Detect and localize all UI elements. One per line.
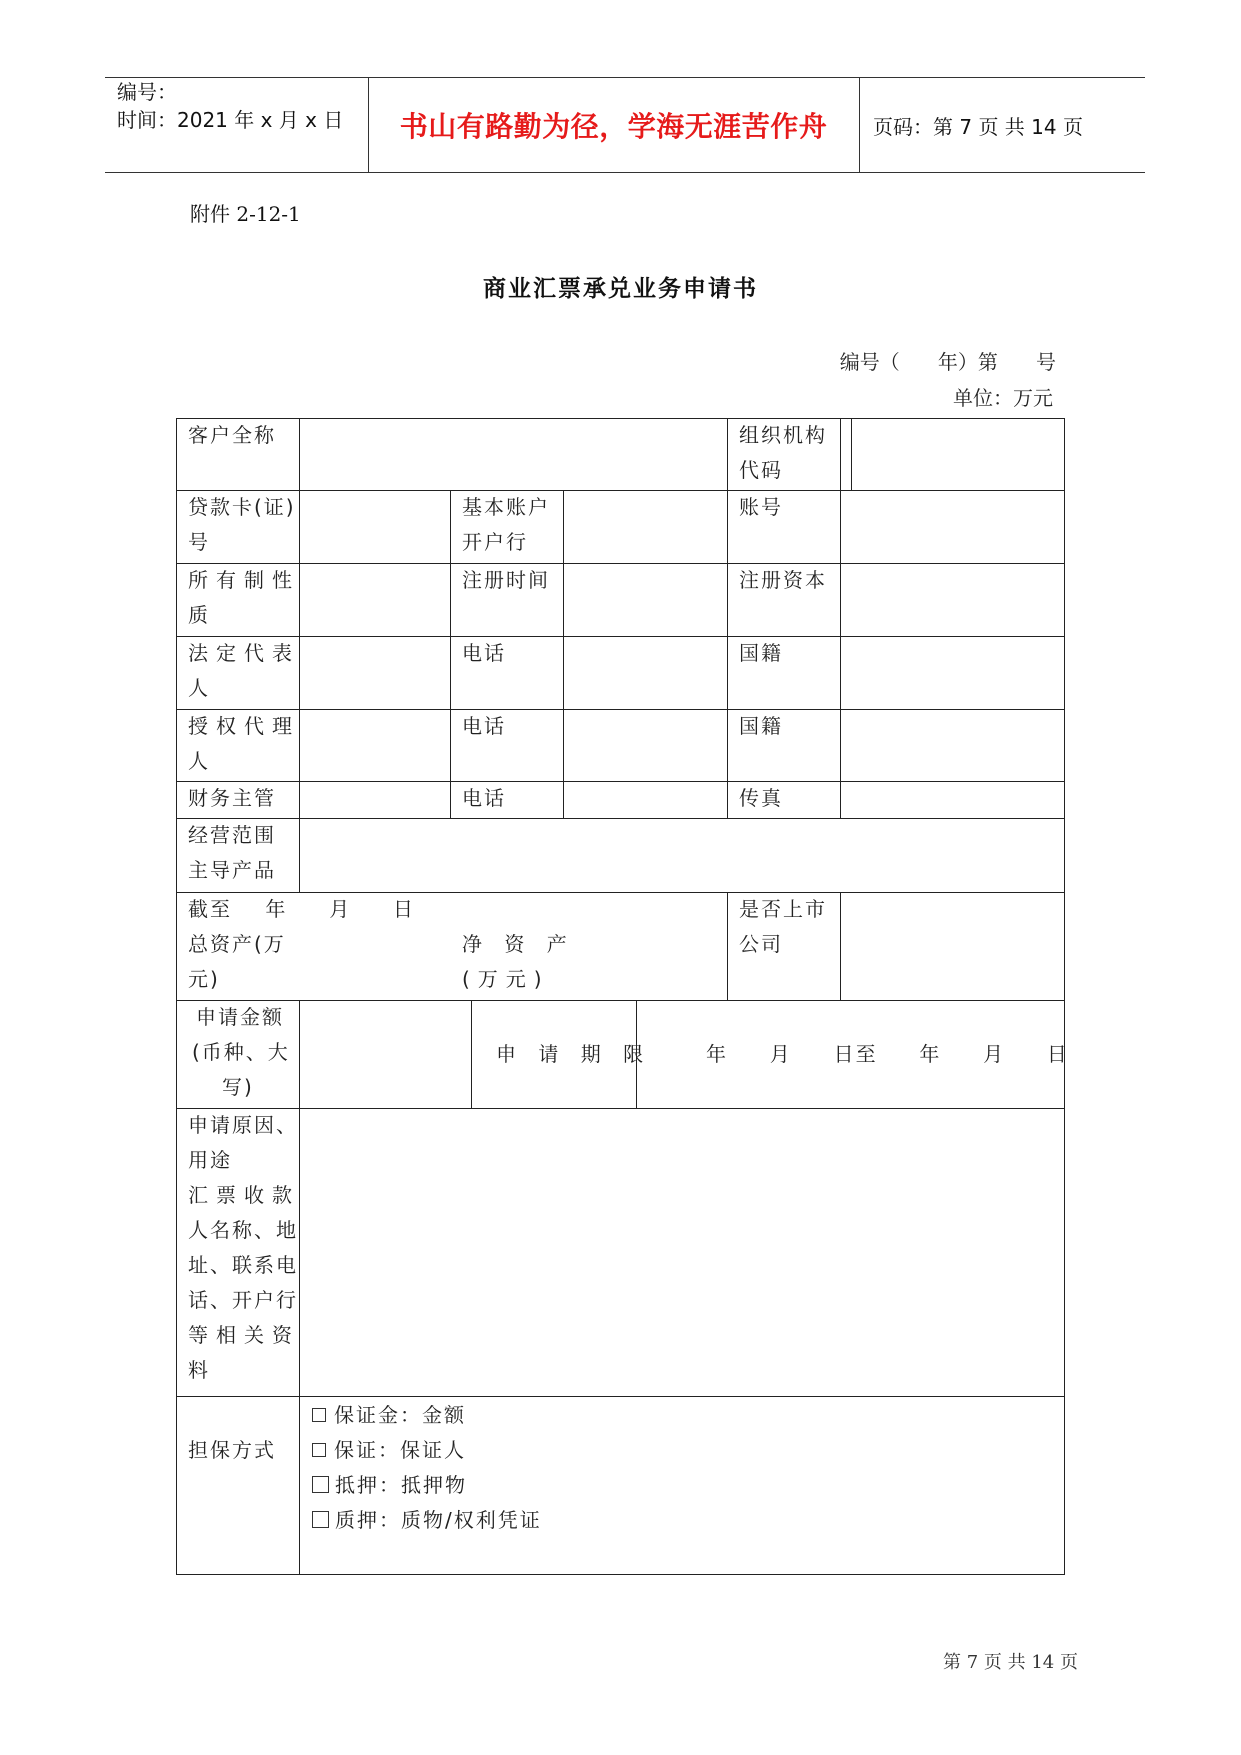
label-account-no: 账号 — [739, 495, 783, 519]
field-account-no[interactable] — [840, 490, 1065, 564]
label-org-code-1: 组织机构 — [739, 423, 827, 447]
page-title: 商业汇票承兑业务申请书 — [483, 276, 758, 302]
label-reg-time: 注册时间 — [462, 568, 550, 592]
label-loan-card-1: 贷款卡(证) — [188, 495, 296, 519]
page-header — [105, 77, 1145, 173]
checkbox-icon[interactable] — [312, 1443, 326, 1457]
checkbox-icon[interactable] — [312, 1511, 329, 1528]
label-basic-bank-1: 基本账户 — [462, 495, 550, 519]
label-net-assets-1: 净 资 产 — [462, 932, 575, 956]
header-number-label: 编号： — [117, 80, 177, 104]
header-divider — [859, 78, 860, 172]
field-org-code[interactable] — [840, 418, 1065, 491]
label-loan-card-2: 号 — [188, 530, 210, 554]
label-agent-2: 人 — [188, 749, 210, 773]
label-total-assets-1: 总资产(万 — [188, 932, 286, 956]
header-page-info: 页码：第 7 页 共 14 页 — [873, 114, 1083, 139]
field-basic-bank[interactable] — [563, 490, 728, 564]
guarantee-option-mortgage[interactable] — [312, 1468, 467, 1503]
application-form — [176, 418, 1069, 1575]
field-reason[interactable] — [299, 1108, 1065, 1397]
label-listed-1: 是否上市 — [739, 897, 827, 921]
label-listed-2: 公司 — [739, 932, 783, 956]
label-basic-bank-2: 开户行 — [462, 530, 528, 554]
page-footer: 第 7 页 共 14 页 — [943, 1652, 1078, 1673]
guarantee-option-pledge[interactable] — [312, 1503, 542, 1538]
label-phone: 电话 — [462, 641, 506, 665]
label-term-dates: 年 月 日至 年 月 日 — [706, 1042, 1069, 1066]
label-amount-3: 写) — [222, 1075, 254, 1099]
field-legal-rep-nationality[interactable] — [840, 636, 1065, 710]
field-loan-card[interactable] — [299, 490, 451, 564]
label-ownership-2: 质 — [188, 603, 210, 627]
label-reason-line: 话、开户行 — [188, 1288, 298, 1312]
label-reason-line: 址、联系电 — [188, 1253, 298, 1277]
field-finance-head[interactable] — [299, 781, 451, 819]
guarantee-option-label: 抵押：抵押物 — [335, 1473, 467, 1497]
unit-label: 单位：万元 — [953, 386, 1053, 410]
label-phone: 电话 — [462, 714, 506, 738]
field-agent-phone[interactable] — [563, 709, 728, 782]
label-customer-name: 客户全称 — [188, 423, 276, 447]
field-agent-nationality[interactable] — [840, 709, 1065, 782]
header-motto: 书山有路勤为径，学海无涯苦作舟 — [399, 110, 828, 143]
checkbox-icon[interactable] — [312, 1408, 326, 1422]
label-finance-head: 财务主管 — [188, 786, 276, 810]
label-org-code-2: 代码 — [739, 458, 783, 482]
label-term: 申 请 期 限 — [496, 1042, 652, 1066]
label-agent-1: 授权代理 — [188, 714, 300, 738]
field-reg-capital[interactable] — [840, 563, 1065, 637]
field-scope[interactable] — [299, 818, 1065, 893]
cell-guarantee-label — [176, 1396, 300, 1575]
label-net-assets-2: (万元) — [462, 967, 550, 991]
label-guarantee: 担保方式 — [188, 1438, 276, 1462]
attachment-number: 附件 2-12-1 — [190, 202, 301, 226]
label-nationality: 国籍 — [739, 714, 783, 738]
label-amount-2: (币种、大 — [192, 1040, 290, 1064]
label-total-assets-2: 元) — [188, 967, 220, 991]
label-reason-line: 申请原因、 — [188, 1113, 298, 1137]
label-reason-line: 用途 — [188, 1148, 232, 1172]
label-amount-1: 申请金额 — [196, 1005, 284, 1029]
guarantee-option-label: 保证金：金额 — [334, 1403, 466, 1427]
label-phone: 电话 — [462, 786, 506, 810]
label-reason-line: 等相关资 — [188, 1323, 300, 1347]
label-reason-line: 料 — [188, 1358, 210, 1382]
guarantee-option-label: 质押：质物/权利凭证 — [335, 1508, 542, 1532]
checkbox-icon[interactable] — [312, 1476, 329, 1493]
field-amount[interactable] — [299, 1000, 472, 1109]
field-ownership[interactable] — [299, 563, 451, 637]
label-ownership-1: 所有制性 — [188, 568, 300, 592]
field-legal-rep-phone[interactable] — [563, 636, 728, 710]
field-listed[interactable] — [840, 892, 1065, 1001]
field-fax[interactable] — [840, 781, 1065, 819]
guarantee-option-label: 保证：保证人 — [334, 1438, 466, 1462]
label-fax: 传真 — [739, 786, 783, 810]
field-reg-time[interactable] — [563, 563, 728, 637]
label-as-of: 截至 年 月 日 — [188, 897, 416, 921]
label-scope-2: 主导产品 — [188, 858, 276, 882]
label-legal-rep-2: 人 — [188, 676, 210, 700]
document-number-line: 编号（ 年）第 号 — [839, 350, 1056, 374]
label-legal-rep-1: 法定代表 — [188, 641, 300, 665]
header-meta — [117, 78, 367, 172]
header-time-label: 时间：2021 年 x 月 x 日 — [117, 108, 344, 132]
label-nationality: 国籍 — [739, 641, 783, 665]
guarantee-option-guarantor[interactable] — [312, 1433, 466, 1468]
label-reg-capital: 注册资本 — [739, 568, 827, 592]
label-reason-line: 人名称、地 — [188, 1218, 298, 1242]
label-reason-line: 汇票收款 — [188, 1183, 300, 1207]
field-legal-rep[interactable] — [299, 636, 451, 710]
field-finance-phone[interactable] — [563, 781, 728, 819]
field-agent[interactable] — [299, 709, 451, 782]
label-scope-1: 经营范围 — [188, 823, 276, 847]
guarantee-option-deposit[interactable] — [312, 1398, 466, 1433]
